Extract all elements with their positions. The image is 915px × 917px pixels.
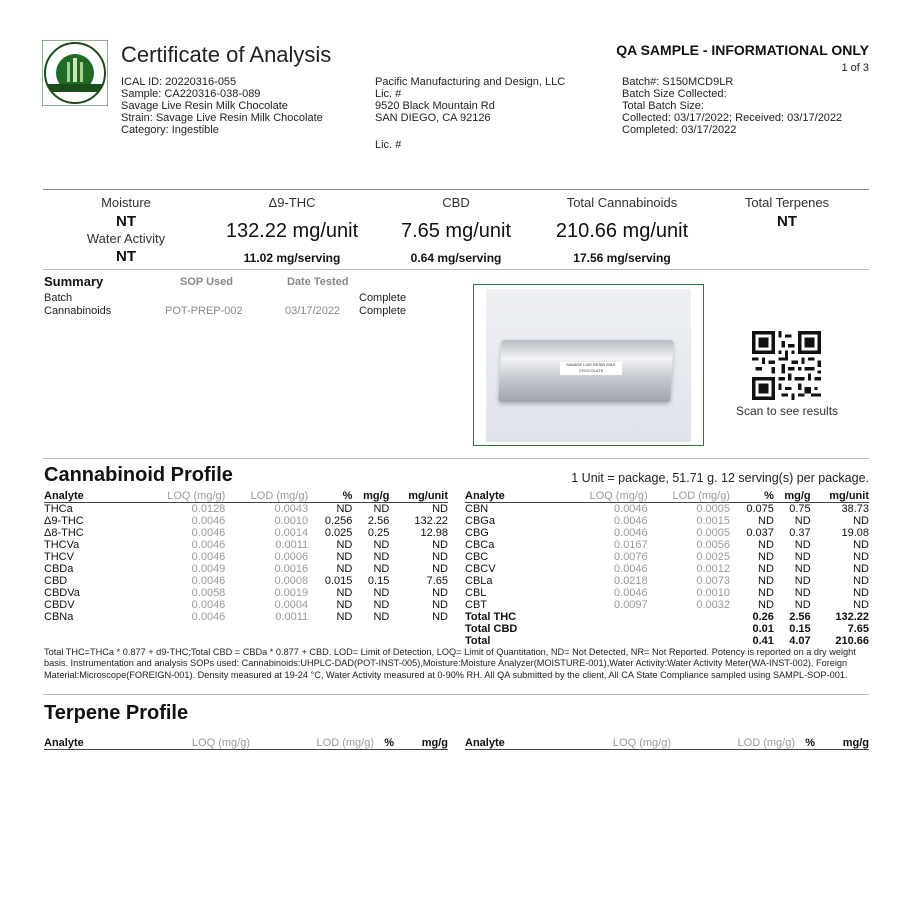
- table-row: [44, 599, 448, 611]
- divider: [43, 269, 869, 270]
- divider: [43, 189, 869, 190]
- moisture-label: Moisture: [101, 195, 151, 210]
- percent-cell: ND: [758, 575, 774, 587]
- mg-unit-cell: ND: [432, 503, 448, 515]
- percent-cell: ND: [336, 563, 353, 575]
- percent-cell: ND: [336, 599, 353, 611]
- unit-info: 1 Unit = package, 51.71 g. 12 serving(s) per package.: [571, 471, 869, 485]
- table-row: [465, 539, 869, 551]
- client-blank: [375, 124, 565, 136]
- percent-cell: ND: [758, 539, 774, 551]
- loq-cell: 0.0046: [191, 539, 226, 551]
- client-lic: Lic. #: [375, 88, 402, 100]
- table-row: [44, 539, 448, 551]
- table-header-row: [465, 490, 869, 503]
- lab-logo: [42, 40, 108, 106]
- cannabinoid-table-left: [44, 490, 448, 623]
- col-loq: LOQ (mg/g): [554, 490, 648, 503]
- sample-info: [121, 76, 323, 136]
- summary-row-date: 03/17/2022: [285, 305, 341, 317]
- lod-cell: 0.0005: [696, 503, 730, 515]
- lod-cell: 0.0006: [274, 551, 309, 563]
- completed-date: Completed: 03/17/2022: [622, 124, 737, 136]
- table-row: [465, 563, 869, 575]
- table-row: [44, 503, 448, 516]
- loq-cell: 0.0046: [614, 527, 648, 539]
- loq-cell: 0.0167: [614, 539, 648, 551]
- mg-unit-cell: ND: [853, 563, 869, 575]
- divider: [43, 458, 869, 459]
- lod-cell: 0.0016: [274, 563, 309, 575]
- col-analyte: Analyte: [465, 737, 565, 750]
- percent-cell: ND: [336, 539, 353, 551]
- total-row: [465, 623, 869, 635]
- mg-unit-cell: ND: [853, 515, 869, 527]
- mg-g-cell: 2.56: [789, 611, 811, 623]
- col-mg-unit: mg/unit: [811, 490, 869, 503]
- table-row: [44, 551, 448, 563]
- mg-g-cell: ND: [794, 575, 811, 587]
- col-percent: %: [730, 490, 774, 503]
- mg-unit-cell: ND: [853, 575, 869, 587]
- terpene-table-left: [44, 737, 448, 750]
- percent-cell: 0.256: [324, 515, 353, 527]
- client-lic-2: Lic. #: [375, 139, 402, 151]
- mg-g-cell: 4.07: [789, 635, 811, 647]
- divider: [43, 694, 869, 695]
- analyte-cell: CBDa: [44, 563, 74, 575]
- batch-info: [622, 76, 842, 136]
- collected-received: Collected: 03/17/2022; Received: 03/17/2022: [622, 112, 843, 124]
- total-terpenes-label: Total Terpenes: [744, 195, 830, 210]
- terpene-table-right: [465, 737, 869, 750]
- water-activity-label: Water Activity: [86, 231, 166, 246]
- mg-g-cell: 2.56: [367, 515, 390, 527]
- d9-thc-label: Δ9-THC: [268, 195, 316, 210]
- percent-cell: 0.015: [324, 575, 353, 587]
- mg-g-cell: 0.75: [789, 503, 811, 515]
- percent-cell: ND: [758, 599, 774, 611]
- lod-cell: 0.0032: [696, 599, 730, 611]
- category: Category: Ingestible: [121, 124, 219, 136]
- client-info: [375, 76, 565, 151]
- analyte-cell: CBCV: [465, 563, 496, 575]
- loq-cell: [554, 623, 648, 635]
- loq-cell: 0.0076: [614, 551, 648, 563]
- d9-thc-serving: 11.02 mg/serving: [243, 251, 341, 265]
- loq-cell: 0.0097: [614, 599, 648, 611]
- loq-cell: [554, 611, 648, 623]
- cbd-label: CBD: [442, 195, 470, 210]
- mg-g-cell: 0.15: [789, 623, 811, 635]
- analyte-cell: CBG: [465, 527, 489, 539]
- loq-cell: 0.0046: [191, 515, 226, 527]
- sop-used-header: SOP Used: [180, 276, 233, 288]
- mg-g-cell: ND: [373, 563, 390, 575]
- analyte-cell: THCa: [44, 503, 73, 515]
- mg-unit-cell: ND: [853, 599, 869, 611]
- strain: Strain: Savage Live Resin Milk Chocolate: [121, 112, 323, 124]
- loq-cell: 0.0046: [191, 527, 226, 539]
- mg-g-cell: ND: [794, 539, 811, 551]
- mg-unit-cell: ND: [432, 551, 448, 563]
- lod-cell: 0.0008: [274, 575, 309, 587]
- client-city: SAN DIEGO, CA 92126: [375, 112, 491, 124]
- analyte-cell: CBC: [465, 551, 489, 563]
- lod-cell: 0.0014: [274, 527, 309, 539]
- col-lod: LOD (mg/g): [225, 490, 308, 503]
- col-loq: LOQ (mg/g): [131, 490, 226, 503]
- mg-g-cell: 0.37: [789, 527, 811, 539]
- lod-cell: 0.0043: [274, 503, 309, 515]
- col-analyte: Analyte: [44, 737, 144, 750]
- lod-cell: [648, 635, 730, 647]
- percent-cell: 0.41: [752, 635, 774, 647]
- product-label-text: SAVAGE LIVE RESIN MILK CHOCOLATE: [560, 362, 622, 375]
- col-percent: %: [795, 737, 815, 750]
- mg-g-cell: ND: [373, 611, 390, 623]
- mg-g-cell: ND: [794, 515, 811, 527]
- table-row: [465, 599, 869, 611]
- cannabinoid-table-right: [465, 490, 869, 647]
- mg-g-cell: ND: [373, 587, 390, 599]
- total-cannabinoids-label: Total Cannabinoids: [566, 195, 678, 210]
- batch-number: Batch#: S150MCD9LR: [622, 76, 734, 88]
- lod-cell: 0.0025: [696, 551, 730, 563]
- sample-name: Savage Live Resin Milk Chocolate: [121, 100, 288, 112]
- mg-unit-cell: ND: [432, 563, 448, 575]
- mg-g-cell: ND: [794, 563, 811, 575]
- table-row: [465, 551, 869, 563]
- percent-cell: 0.025: [324, 527, 353, 539]
- analyte-cell: CBNa: [44, 611, 74, 623]
- loq-cell: 0.0046: [614, 563, 648, 575]
- loq-cell: 0.0046: [191, 551, 226, 563]
- mg-unit-cell: ND: [853, 587, 869, 599]
- analyte-cell: Δ8-THC: [44, 527, 84, 539]
- lod-cell: 0.0004: [274, 599, 309, 611]
- col-mg-g: mg/g: [352, 490, 389, 503]
- col-loq: LOQ (mg/g): [144, 737, 250, 750]
- lod-cell: 0.0010: [274, 515, 309, 527]
- mg-g-cell: 0.15: [367, 575, 390, 587]
- mg-g-cell: ND: [794, 599, 811, 611]
- analyte-cell: Δ9-THC: [44, 515, 84, 527]
- table-header-row: [44, 490, 448, 503]
- loq-cell: [554, 635, 648, 647]
- sample-id: Sample: CA220316-038-089: [121, 88, 261, 100]
- percent-cell: 0.075: [746, 503, 774, 515]
- col-loq: LOQ (mg/g): [565, 737, 671, 750]
- summary-row-name: Batch: [44, 292, 73, 304]
- col-mg-unit: mg/unit: [389, 490, 448, 503]
- lod-cell: 0.0056: [696, 539, 730, 551]
- mg-unit-cell: ND: [432, 611, 448, 623]
- lod-cell: 0.0073: [696, 575, 730, 587]
- percent-cell: ND: [758, 563, 774, 575]
- mg-unit-cell: 132.22: [414, 515, 448, 527]
- footnote: Total THC=THCa * 0.877 + d9-THC;Total CBD = CBDa * 0.877 + CBD. LOD= Limit of Detection, LOQ= Limit of Quantitation, ND= Not Detected, NR= Not Reported. Potency is reported on a dry weight basis. Instrumentation and analysis SOPs used: Cannabinoids:UHPLC-DAD(POT-INST-005),Moisture:Moisture Analyzer(MOISTURE-001),Water Activity:Water Activity Meter(WA-INST-002), Foreign Material:Microscope(FOREIGN-001). Density measured at 19-24 °C, Water Activity measured at 0-90% RH. All QA submitted by the client, All CA State Compliance sampled using SAMPL-SOP-001.: [44, 647, 856, 680]
- col-percent: %: [374, 737, 394, 750]
- lod-cell: 0.0005: [696, 527, 730, 539]
- total-batch-size: Total Batch Size:: [622, 100, 704, 112]
- analyte-cell: CBN: [465, 503, 489, 515]
- col-analyte: Analyte: [44, 490, 131, 503]
- mg-g-cell: ND: [794, 551, 811, 563]
- analyte-cell: THCVa: [44, 539, 80, 551]
- table-row: [465, 587, 869, 599]
- table-row: [465, 575, 869, 587]
- table-row: [465, 527, 869, 539]
- col-lod: LOD (mg/g): [250, 737, 374, 750]
- col-mg-g: mg/g: [815, 737, 869, 750]
- total-cannabinoids-value: 210.66 mg/unit: [555, 220, 689, 242]
- mg-g-cell: ND: [373, 539, 390, 551]
- analyte-cell: Total THC: [465, 611, 517, 623]
- col-lod: LOD (mg/g): [671, 737, 795, 750]
- cbd-serving: 0.64 mg/serving: [410, 251, 502, 265]
- summary-row-name: Cannabinoids: [44, 305, 112, 317]
- loq-cell: 0.0046: [614, 587, 648, 599]
- table-row: [465, 515, 869, 527]
- analyte-cell: CBD: [44, 575, 68, 587]
- analyte-cell: CBDV: [44, 599, 75, 611]
- percent-cell: ND: [336, 611, 353, 623]
- terpene-profile-title: Terpene Profile: [44, 702, 189, 724]
- ical-id: ICAL ID: 20220316-055: [121, 76, 237, 88]
- analyte-cell: CBCa: [465, 539, 495, 551]
- cannabinoid-profile-title: Cannabinoid Profile: [44, 464, 233, 486]
- percent-cell: ND: [336, 551, 353, 563]
- mg-unit-cell: 12.98: [420, 527, 448, 539]
- analyte-cell: CBLa: [465, 575, 493, 587]
- lod-cell: 0.0011: [275, 611, 309, 623]
- analyte-cell: CBL: [465, 587, 487, 599]
- moisture-value: NT: [116, 213, 136, 230]
- col-mg-g: mg/g: [774, 490, 811, 503]
- summary-row-status: Complete: [359, 292, 407, 304]
- mg-unit-cell: 38.73: [841, 503, 869, 515]
- mg-unit-cell: 19.08: [841, 527, 869, 539]
- table-row: [465, 503, 869, 516]
- percent-cell: 0.01: [752, 623, 774, 635]
- percent-cell: ND: [336, 587, 353, 599]
- loq-cell: 0.0046: [614, 515, 648, 527]
- table-row: [44, 515, 448, 527]
- loq-cell: 0.0046: [191, 611, 226, 623]
- lod-cell: 0.0015: [696, 515, 730, 527]
- mg-unit-cell: ND: [432, 599, 448, 611]
- lod-cell: 0.0019: [274, 587, 309, 599]
- mg-unit-cell: ND: [853, 539, 869, 551]
- table-header-row: [465, 737, 869, 750]
- percent-cell: ND: [336, 503, 353, 515]
- mg-g-cell: ND: [373, 599, 390, 611]
- analyte-cell: CBGa: [465, 515, 495, 527]
- loq-cell: 0.0218: [614, 575, 648, 587]
- mg-g-cell: ND: [373, 551, 390, 563]
- percent-cell: 0.037: [746, 527, 774, 539]
- col-mg-g: mg/g: [394, 737, 448, 750]
- client-name: Pacific Manufacturing and Design, LLC: [375, 76, 566, 88]
- percent-cell: 0.26: [752, 611, 774, 623]
- mg-unit-cell: 7.65: [847, 623, 869, 635]
- table-row: [44, 575, 448, 587]
- total-terpenes-value: NT: [777, 213, 797, 230]
- qr-caption: Scan to see results: [735, 404, 839, 418]
- mg-unit-cell: 210.66: [835, 635, 869, 647]
- mg-unit-cell: 7.65: [426, 575, 448, 587]
- lod-cell: 0.0011: [275, 539, 309, 551]
- total-cannabinoids-serving: 17.56 mg/serving: [573, 251, 671, 265]
- mg-g-cell: ND: [373, 503, 390, 515]
- lod-cell: [648, 623, 730, 635]
- page-number: 1 of 3: [841, 62, 869, 74]
- summary-row-status: Complete: [359, 305, 407, 317]
- analyte-cell: Total: [465, 635, 491, 647]
- batch-size-collected: Batch Size Collected:: [622, 88, 727, 100]
- summary-row-sop: POT-PREP-002: [165, 305, 243, 317]
- mg-unit-cell: ND: [432, 539, 448, 551]
- table-row: [44, 563, 448, 575]
- mg-unit-cell: ND: [853, 551, 869, 563]
- loq-cell: 0.0049: [191, 563, 226, 575]
- water-activity-value: NT: [116, 248, 136, 265]
- loq-cell: 0.0128: [191, 503, 226, 515]
- qr-code-icon[interactable]: [752, 331, 821, 400]
- col-percent: %: [308, 490, 352, 503]
- loq-cell: 0.0046: [614, 503, 648, 515]
- total-row: [465, 635, 869, 647]
- analyte-cell: CBDVa: [44, 587, 80, 599]
- table-row: [44, 587, 448, 599]
- col-lod: LOD (mg/g): [648, 490, 730, 503]
- table-header-row: [44, 737, 448, 750]
- mg-g-cell: 0.25: [367, 527, 390, 539]
- d9-thc-value: 132.22 mg/unit: [225, 220, 359, 242]
- percent-cell: ND: [758, 551, 774, 563]
- loq-cell: 0.0058: [191, 587, 226, 599]
- lod-cell: [648, 611, 730, 623]
- table-row: [44, 527, 448, 539]
- qa-sample-label: QA SAMPLE - INFORMATIONAL ONLY: [616, 42, 869, 58]
- loq-cell: 0.0046: [191, 575, 226, 587]
- summary-title: Summary: [44, 274, 104, 289]
- analyte-cell: CBT: [465, 599, 487, 611]
- percent-cell: ND: [758, 515, 774, 527]
- mg-unit-cell: 132.22: [835, 611, 869, 623]
- total-row: [465, 611, 869, 623]
- date-tested-header: Date Tested: [287, 276, 349, 288]
- lod-cell: 0.0010: [696, 587, 730, 599]
- client-address: 9520 Black Mountain Rd: [375, 100, 495, 112]
- percent-cell: ND: [758, 587, 774, 599]
- cbd-value: 7.65 mg/unit: [400, 220, 512, 242]
- analyte-cell: Total CBD: [465, 623, 518, 635]
- table-row: [44, 611, 448, 623]
- analyte-cell: THCV: [44, 551, 74, 563]
- col-analyte: Analyte: [465, 490, 554, 503]
- mg-unit-cell: ND: [432, 587, 448, 599]
- lod-cell: 0.0012: [696, 563, 730, 575]
- mg-g-cell: ND: [794, 587, 811, 599]
- loq-cell: 0.0046: [191, 599, 226, 611]
- page-title: Certificate of Analysis: [121, 42, 332, 67]
